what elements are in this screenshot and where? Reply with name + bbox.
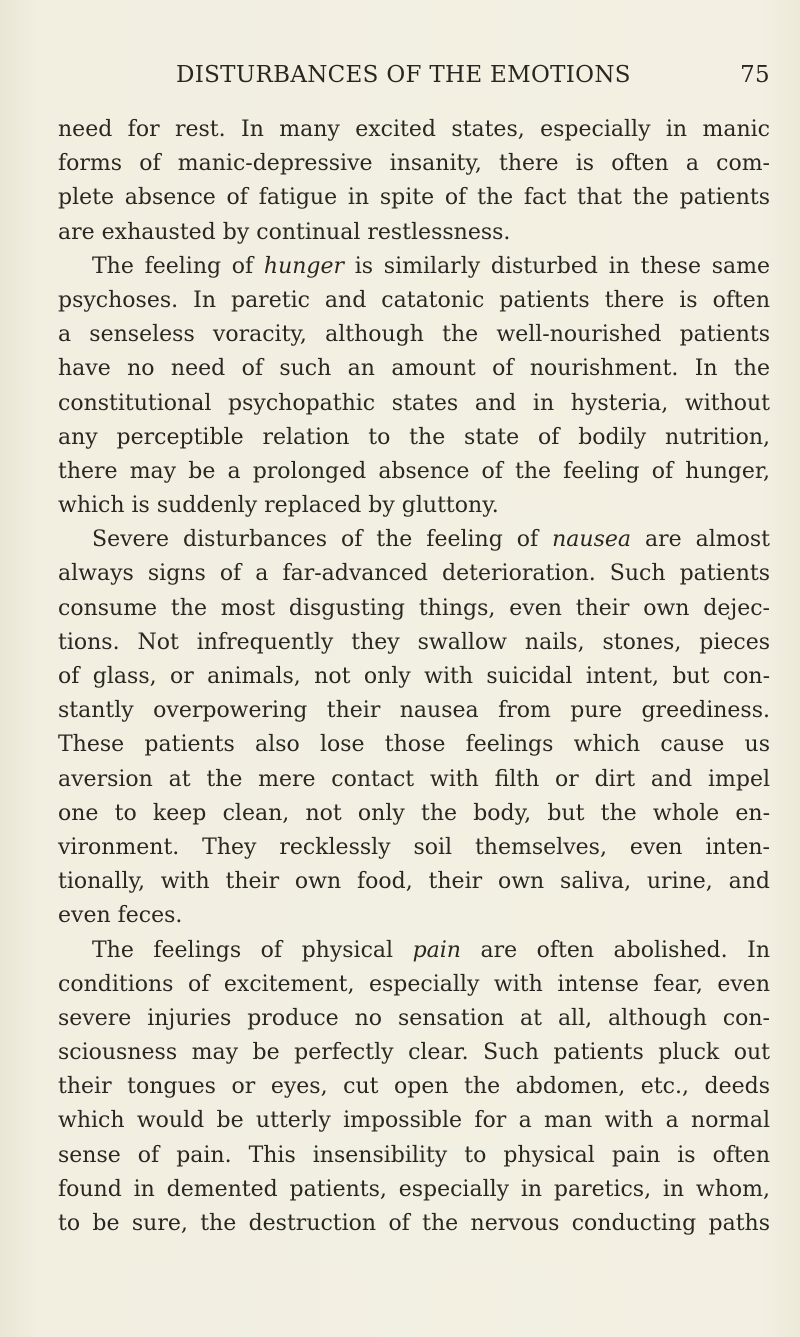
text-line: plete absence of fatigue in spite of the fact that the patients [58, 185, 770, 211]
text-line: These patients also lose those feelings which cause us [58, 732, 770, 758]
text-line: consume the most disgusting things, even their own dejec- [58, 595, 770, 621]
text-line: which would be utterly impossible for a man with a normal [58, 1108, 770, 1134]
text-line: to be sure, the destruction of the nervous conducting paths [58, 1211, 770, 1236]
text-line: any perceptible relation to the state of bodily nutrition, [58, 424, 770, 450]
text-line: The feeling of hunger is similarly disturbed in these same [92, 253, 770, 279]
text-line: constitutional psychopathic states and in hysteria, without [58, 390, 770, 416]
chapter-title: DISTURBANCES OF THE EMOTIONS [176, 62, 631, 88]
text-line: tions. Not infrequently they swallow nails, stones, pieces [58, 629, 770, 655]
text-line: one to keep clean, not only the body, but the whole en- [58, 800, 770, 826]
text-line: tionally, with their own food, their own saliva, urine, and [58, 869, 770, 895]
text-line: Severe disturbances of the feeling of nausea are almost [92, 527, 771, 553]
text-line: sense of pain. This insensibility to physical pain is often [58, 1142, 770, 1168]
emphasis-pain: pain [412, 937, 461, 963]
text-line: need for rest. In many excited states, especially in manic [58, 117, 770, 142]
text-line: psychoses. In paretic and catatonic patients there is often [58, 287, 770, 313]
text-line: aversion at the mere contact with filth or dirt and impel [58, 766, 770, 792]
text-line: always signs of a far-advanced deterioration. Such patients [58, 561, 770, 587]
text-line: stantly overpowering their nausea from pure greediness. [58, 698, 770, 724]
text-line: are exhausted by continual restlessness. [58, 219, 511, 245]
text-line: sciousness may be perfectly clear. Such patients pluck out [58, 1040, 770, 1066]
page-number: 75 [740, 62, 770, 88]
text-line: found in demented patients, especially in paretics, in whom, [58, 1176, 770, 1202]
text-line: severe injuries produce no sensation at all, although con- [58, 1005, 770, 1031]
emphasis-nausea: nausea [552, 527, 632, 553]
text-line: a senseless voracity, although the well-nourished patients [58, 322, 770, 348]
text-line: The feelings of physical pain are often abolished. In [92, 937, 770, 963]
text-line: their tongues or eyes, cut open the abdomen, etc., deeds [58, 1074, 770, 1100]
text-line: which is suddenly replaced by gluttony. [58, 493, 499, 519]
text-line: vironment. They recklessly soil themselves, even inten- [58, 834, 770, 860]
text-line: forms of manic-depressive insanity, there is often a com- [58, 151, 770, 177]
running-head [58, 62, 770, 98]
emphasis-hunger: hunger [263, 253, 345, 279]
text-line: of glass, or animals, not only with suicidal intent, but con- [58, 664, 770, 689]
text-line: even feces. [58, 903, 183, 929]
text-line: there may be a prolonged absence of the feeling of hunger, [58, 458, 770, 484]
text-line: have no need of such an amount of nourishment. In the [58, 356, 770, 382]
text-line: conditions of excitement, especially with intense fear, even [58, 971, 770, 997]
body-text [58, 113, 770, 1241]
